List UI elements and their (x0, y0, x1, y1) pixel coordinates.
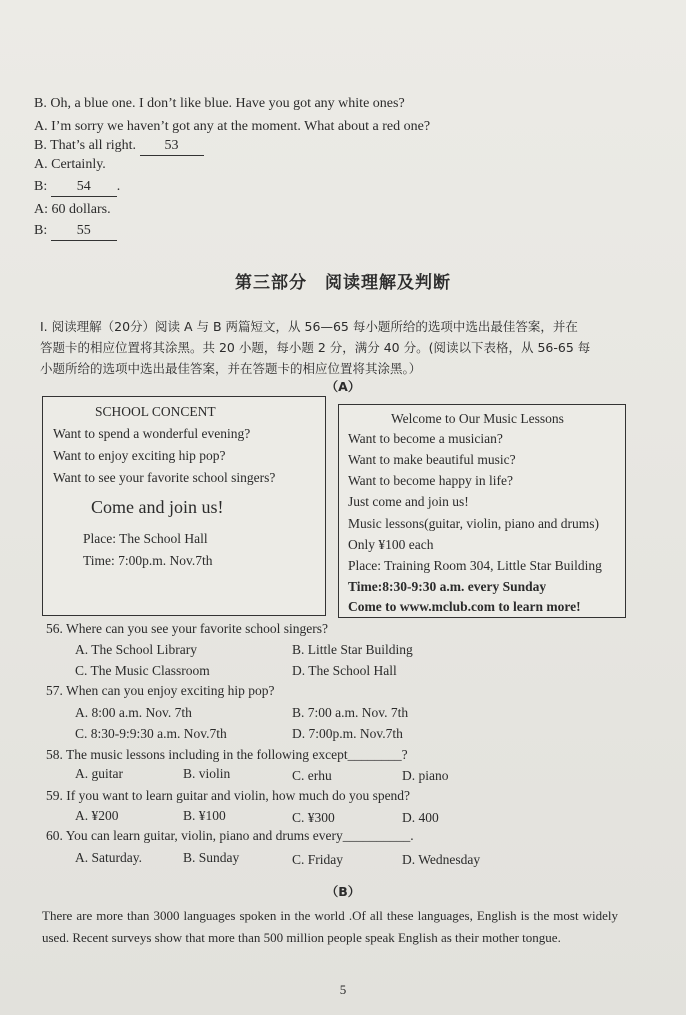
music-title: Welcome to Our Music Lessons (391, 411, 564, 426)
music-line: Just come and join us! (348, 494, 469, 509)
instruction-line: 小题所给的选项中选出最佳答案，并在答题卡的相应位置将其涂黑。） (40, 361, 422, 376)
dialogue-line (34, 178, 120, 197)
dialogue-line (34, 222, 117, 241)
answer-option[interactable]: B. violin (183, 766, 231, 781)
instruction-line: 答题卡的相应位置将其涂黑。共 20 小题，每小题 2 分，满分 40 分。(阅读以下表格，从 56-65 每 (40, 340, 591, 355)
music-lessons-box (338, 404, 626, 618)
music-line: Want to become a musician? (348, 431, 503, 446)
concert-line: Want to see your favorite school singers? (53, 470, 276, 485)
part-a-label: （A） (325, 379, 361, 394)
answer-option[interactable]: D. 400 (402, 810, 439, 825)
question-stem: 56. Where can you see your favorite school singers? (46, 621, 329, 636)
dialogue-line (34, 201, 111, 219)
dialogue-line (34, 137, 204, 156)
dialogue-line (34, 118, 430, 136)
music-place: Place: Training Room 304, Little Star Building (348, 558, 602, 573)
dialogue-text: B: (34, 223, 51, 238)
answer-option[interactable]: C. ¥300 (292, 810, 335, 825)
answer-option[interactable]: A. 8:00 a.m. Nov. 7th (75, 705, 192, 720)
music-website: Come to www.mclub.com to learn more! (348, 599, 581, 614)
instructions (40, 316, 630, 379)
concert-title: SCHOOL CONCENT (95, 404, 216, 419)
question-stem: 58. The music lessons including in the following except________? (46, 747, 408, 762)
answer-option[interactable]: A. guitar (75, 766, 123, 781)
question-stem: 60. You can learn guitar, violin, piano and drums every__________. (46, 828, 414, 843)
question-stem: 57. When can you enjoy exciting hip pop? (46, 683, 275, 698)
music-line: Music lessons(guitar, violin, piano and drums) (348, 516, 600, 531)
answer-blank[interactable]: 55 (51, 222, 117, 241)
dialogue-text: A: 60 dollars. (34, 202, 111, 217)
answer-option[interactable]: A. The School Library (75, 642, 197, 657)
part-b-passage: There are more than 3000 languages spoken in the world .Of all these languages, English is the most widely used. Recent surveys show that more than 500 million people speak English as their mother tongue. (42, 908, 618, 945)
dialogue-text: B. Oh, a blue one. I don’t like blue. Have you got any white ones? (34, 96, 405, 111)
answer-option[interactable]: B. Sunday (183, 850, 240, 865)
answer-option[interactable]: B. 7:00 a.m. Nov. 7th (292, 705, 409, 720)
music-line: Want to become happy in life? (348, 473, 513, 488)
concert-notice-box (42, 396, 326, 616)
dialogue-line (34, 95, 405, 113)
dialogue-text: A. Certainly. (34, 157, 106, 172)
answer-option[interactable]: C. Friday (292, 852, 344, 867)
concert-line: Want to spend a wonderful evening? (53, 426, 251, 441)
answer-option[interactable]: D. Wednesday (402, 852, 481, 867)
concert-place: Place: The School Hall (83, 531, 208, 546)
answer-option[interactable]: D. piano (402, 768, 449, 783)
dialogue-text: A. I’m sorry we haven’t got any at the moment. What about a red one? (34, 119, 431, 134)
page-number: 5 (339, 982, 347, 997)
section-title: 第三部分 阅读理解及判断 (235, 273, 451, 293)
answer-option[interactable]: B. Little Star Building (292, 642, 413, 657)
dialogue-text: B. That’s all right. (34, 138, 140, 153)
concert-time: Time: 7:00p.m. Nov.7th (83, 553, 213, 568)
concert-line: Want to enjoy exciting hip pop? (53, 448, 226, 463)
concert-slogan: Come and join us! (91, 497, 224, 517)
answer-blank[interactable]: 53 (140, 137, 204, 156)
question-stem: 59. If you want to learn guitar and violin, how much do you spend? (46, 788, 411, 803)
answer-option[interactable]: D. 7:00p.m. Nov.7th (292, 726, 403, 741)
answer-option[interactable]: B. ¥100 (183, 808, 226, 823)
dialogue-text: . (116, 179, 121, 194)
answer-blank[interactable]: 54 (51, 178, 117, 197)
answer-option[interactable]: A. Saturday. (75, 850, 142, 865)
answer-option[interactable]: C. 8:30-9:9:30 a.m. Nov.7th (75, 726, 227, 741)
music-line: Want to make beautiful music? (348, 452, 516, 467)
answer-option[interactable]: A. ¥200 (75, 808, 119, 823)
music-time: Time:8:30-9:30 a.m. every Sunday (348, 579, 547, 594)
answer-option[interactable]: D. The School Hall (292, 663, 397, 678)
dialogue-text: B: (34, 179, 51, 194)
dialogue-line (34, 156, 106, 174)
answer-option[interactable]: C. The Music Classroom (75, 663, 210, 678)
instruction-line: Ⅰ. 阅读理解（20分）阅读 A 与 B 两篇短文，从 56—65 每小题所给的选项中选出最佳答案，并在 (40, 319, 578, 334)
music-price: Only ¥100 each (348, 537, 434, 552)
part-b-label: （B） (325, 884, 361, 899)
answer-option[interactable]: C. erhu (292, 768, 332, 783)
